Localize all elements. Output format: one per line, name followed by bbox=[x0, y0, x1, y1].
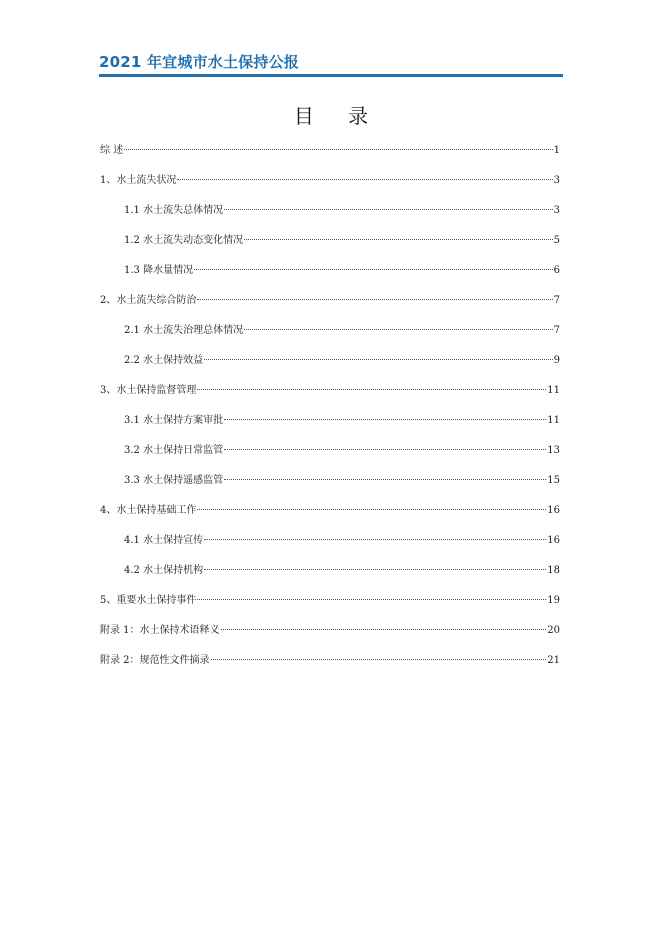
toc-dot-leader bbox=[224, 209, 553, 210]
toc-entry[interactable] bbox=[100, 593, 560, 623]
toc-dot-leader bbox=[224, 419, 546, 420]
toc-entry-page-number: 11 bbox=[547, 385, 560, 396]
toc-entry-label: 综 述 bbox=[100, 145, 124, 156]
toc-entry-label: 2.1 水土流失治理总体情况 bbox=[124, 325, 244, 336]
toc-entry[interactable] bbox=[100, 503, 560, 533]
toc-entry-page-number: 7 bbox=[553, 325, 560, 336]
toc-entry[interactable] bbox=[100, 173, 560, 203]
toc-dot-leader bbox=[244, 239, 553, 240]
toc-entry[interactable] bbox=[100, 413, 560, 443]
toc-dot-leader bbox=[224, 479, 546, 480]
toc-entry-page-number: 3 bbox=[553, 175, 560, 186]
document-header-title: 2021 年宜城市水土保持公报 bbox=[99, 53, 299, 71]
toc-entry-label: 附录 2：规范性文件摘录 bbox=[100, 655, 210, 666]
toc-entry-label: 3.1 水土保持方案审批 bbox=[124, 415, 224, 426]
toc-dot-leader bbox=[204, 569, 546, 570]
toc-dot-leader bbox=[211, 659, 547, 660]
toc-entry-label: 3、水土保持监督管理 bbox=[100, 385, 197, 396]
toc-dot-leader bbox=[197, 299, 552, 300]
toc-entry-label: 4.1 水土保持宣传 bbox=[124, 535, 204, 546]
toc-entry-page-number: 1 bbox=[553, 145, 560, 156]
toc-entry-page-number: 19 bbox=[547, 595, 560, 606]
toc-entry[interactable] bbox=[100, 293, 560, 323]
toc-dot-leader bbox=[204, 539, 546, 540]
toc-dot-leader bbox=[221, 629, 547, 630]
toc-entry[interactable] bbox=[100, 263, 560, 293]
toc-entry-page-number: 5 bbox=[553, 235, 560, 246]
toc-entry[interactable] bbox=[100, 623, 560, 653]
toc-entry-page-number: 20 bbox=[547, 625, 560, 636]
toc-dot-leader bbox=[197, 599, 546, 600]
toc-entry-page-number: 3 bbox=[553, 205, 560, 216]
toc-entry-page-number: 18 bbox=[547, 565, 560, 576]
table-of-contents bbox=[100, 143, 560, 683]
toc-dot-leader bbox=[197, 509, 546, 510]
toc-dot-leader bbox=[194, 269, 553, 270]
toc-entry-label: 4、水土保持基础工作 bbox=[100, 505, 197, 516]
toc-dot-leader bbox=[177, 179, 552, 180]
toc-entry-page-number: 15 bbox=[547, 475, 560, 486]
toc-entry[interactable] bbox=[100, 473, 560, 503]
toc-entry-page-number: 9 bbox=[553, 355, 560, 366]
toc-entry-label: 5、重要水土保持事件 bbox=[100, 595, 197, 606]
toc-entry-label: 1.3 降水量情况 bbox=[124, 265, 194, 276]
toc-dot-leader bbox=[197, 389, 546, 390]
toc-entry-page-number: 16 bbox=[547, 535, 560, 546]
toc-entry[interactable] bbox=[100, 533, 560, 563]
toc-entry-label: 2、水土流失综合防治 bbox=[100, 295, 197, 306]
toc-entry-label: 1.2 水土流失动态变化情况 bbox=[124, 235, 244, 246]
toc-entry[interactable] bbox=[100, 323, 560, 353]
toc-dot-leader bbox=[124, 149, 552, 150]
toc-dot-leader bbox=[244, 329, 553, 330]
toc-entry[interactable] bbox=[100, 563, 560, 593]
toc-entry-page-number: 13 bbox=[547, 445, 560, 456]
toc-entry[interactable] bbox=[100, 233, 560, 263]
toc-entry-label: 4.2 水土保持机构 bbox=[124, 565, 204, 576]
toc-entry[interactable] bbox=[100, 143, 560, 173]
toc-entry-label: 1.1 水土流失总体情况 bbox=[124, 205, 224, 216]
toc-entry-label: 1、水土流失状况 bbox=[100, 175, 177, 186]
header-divider bbox=[99, 74, 563, 77]
toc-entry[interactable] bbox=[100, 203, 560, 233]
toc-title: 目 录 bbox=[293, 104, 383, 128]
toc-entry[interactable] bbox=[100, 653, 560, 683]
toc-dot-leader bbox=[224, 449, 546, 450]
toc-entry-page-number: 7 bbox=[553, 295, 560, 306]
toc-entry-page-number: 11 bbox=[547, 415, 560, 426]
toc-entry-label: 3.2 水土保持日常监管 bbox=[124, 445, 224, 456]
toc-entry-page-number: 16 bbox=[547, 505, 560, 516]
toc-entry[interactable] bbox=[100, 383, 560, 413]
toc-entry-page-number: 21 bbox=[547, 655, 560, 666]
toc-dot-leader bbox=[204, 359, 553, 360]
toc-entry[interactable] bbox=[100, 353, 560, 383]
toc-entry-label: 3.3 水土保持遥感监管 bbox=[124, 475, 224, 486]
toc-entry-label: 附录 1：水土保持术语释义 bbox=[100, 625, 220, 636]
toc-entry[interactable] bbox=[100, 443, 560, 473]
toc-entry-page-number: 6 bbox=[553, 265, 560, 276]
toc-entry-label: 2.2 水土保持效益 bbox=[124, 355, 204, 366]
